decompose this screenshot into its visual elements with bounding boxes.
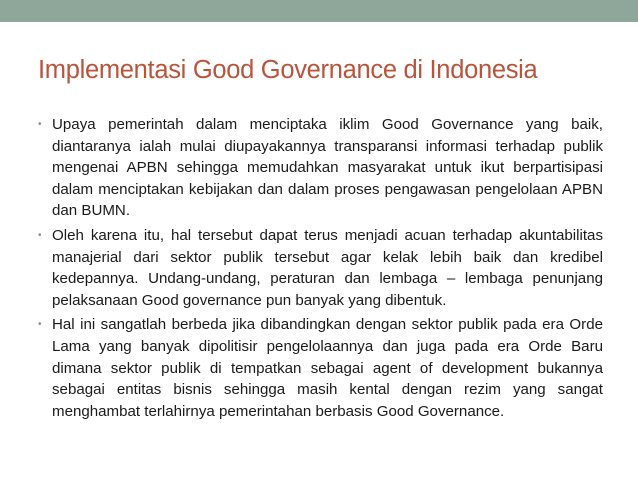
bullet-icon: • [38, 119, 42, 130]
bullet-text: Hal ini sangatlah berbeda jika dibandingkan dengan sektor publik pada era Orde Lama yang banyak dipolitisir pengelolaannya dan juga pada era Orde Baru dimana sektor publik di tempatkan sebagai agent of development bukannya sebagai entitas bisnis sehingga masih kental dengan rezim yang sangat menghambat terlahirnya pemerintahan berbasis Good Governance. [52, 316, 603, 420]
bullet-item-2 [38, 225, 603, 311]
bullet-text: Upaya pemerintah dalam menciptaka iklim Good Governance yang baik, diantaranya ialah mulai diupayakannya transparansi informasi terhadap publik mengenai APBN sehingga memudahkan masyarakat untuk ikut berpartisipasi dalam menciptakan kebijakan dan dalam proses pengawasan pengelolaan APBN dan BUMN. [52, 116, 603, 220]
slide-title: Implementasi Good Governance di Indonesia [38, 56, 538, 84]
bullet-list [38, 114, 603, 425]
top-accent-band [0, 0, 638, 22]
bullet-icon: • [38, 229, 42, 241]
bullet-item-1 [38, 114, 603, 222]
bullet-text: Oleh karena itu, hal tersebut dapat terus menjadi acuan terhadap akuntabilitas manajerial dari sektor publik tersebut agar kelak lebih baik dan kredibel kedepannya. Undang-undang, peraturan dan lembaga – lembaga penunjang pelaksanaan Good governance pun banyak yang dibentuk. [52, 226, 603, 309]
bullet-item-3 [38, 314, 603, 422]
bullet-icon: • [38, 319, 42, 331]
